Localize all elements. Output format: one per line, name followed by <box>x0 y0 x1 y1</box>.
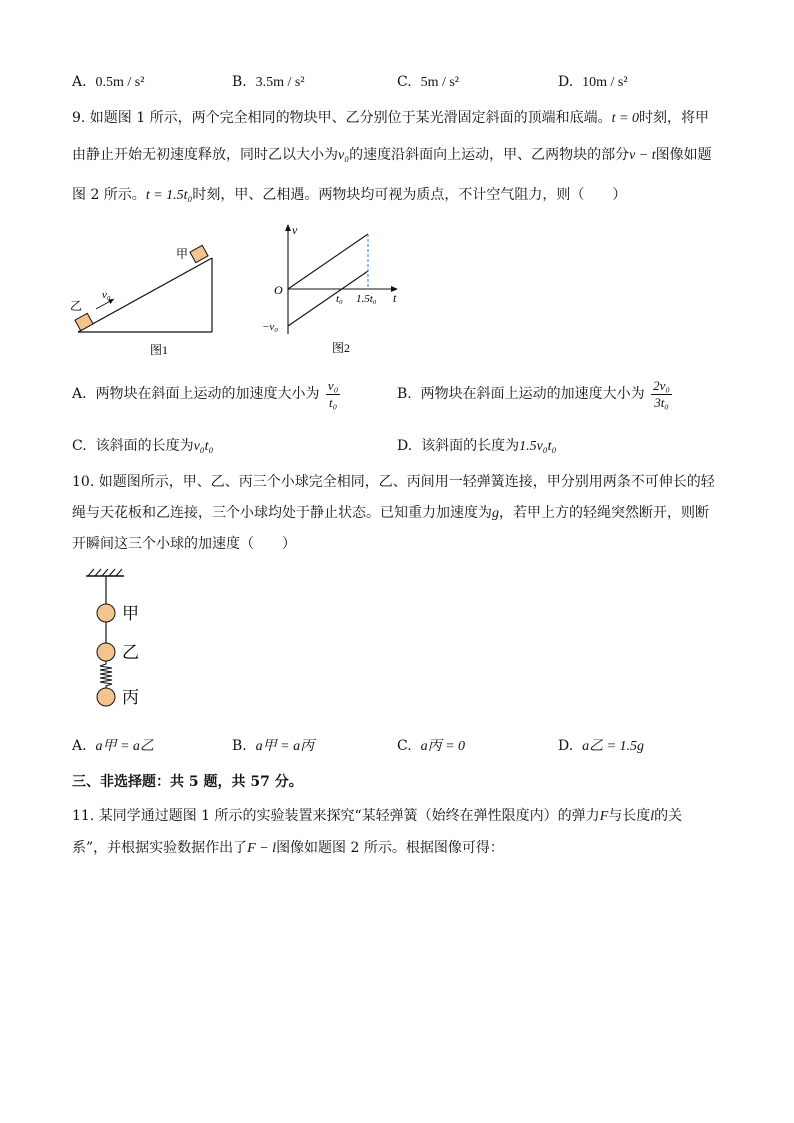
section-heading: 三、非选择题：共 5 题，共 57 分。 <box>72 774 303 790</box>
option-text: 该斜面的长度为 <box>95 438 194 454</box>
q8-option-d <box>558 72 628 93</box>
text: 时刻，将甲 <box>638 110 709 126</box>
option-text: 两物块在斜面上运动的加速度大小为 <box>420 386 645 402</box>
q11-line-1 <box>72 806 682 827</box>
math: v₀ <box>338 148 350 163</box>
q9-option-a <box>72 372 340 416</box>
caption-fig1: 图1 <box>150 343 169 357</box>
fraction <box>651 378 672 411</box>
text: 由静止开始无初速度释放，同时乙以大小为 <box>72 147 338 163</box>
math: a甲 = a乙 <box>95 739 154 754</box>
option-label: D. <box>558 74 574 90</box>
text: 时刻，甲、乙相遇。两物块均可视为质点，不计空气阻力，则（ ） <box>192 187 627 203</box>
option-label: C. <box>397 738 412 754</box>
math: F − l <box>247 841 277 856</box>
q8-option-c <box>397 72 459 93</box>
math: t = 1.5t₀ <box>145 188 193 203</box>
q8-option-b <box>232 72 305 93</box>
text: 的速度沿斜面向上运动，甲、乙两物块的部分 <box>349 147 630 163</box>
text: 10. 如题图所示，甲、乙、丙三个小球完全相同，乙、丙间用一轻弹簧连接，甲分别用两条不可伸长的轻 <box>72 474 715 490</box>
spring <box>100 661 112 688</box>
denominator: 3t₀ <box>654 394 669 410</box>
q9-line-1 <box>72 108 709 129</box>
label-yi: 乙 <box>70 299 83 313</box>
math: a丙 = 0 <box>420 739 466 754</box>
option-label: D. <box>397 438 413 454</box>
option-label: B. <box>232 738 247 754</box>
q9-option-d <box>397 436 556 457</box>
ball-bing <box>97 688 115 706</box>
label-bing: 丙 <box>122 688 139 707</box>
text: 绳与天花板和乙连接，三个小球均处于静止状态。已知重力加速度为 <box>72 505 492 521</box>
option-label: A. <box>72 386 87 402</box>
q11-line-2 <box>72 838 504 859</box>
q10-line-1 <box>72 472 715 492</box>
math: t = 0 <box>611 111 639 126</box>
math: v₀t₀ <box>193 439 214 454</box>
q10-option-d <box>558 736 644 757</box>
label-yi: 乙 <box>122 643 139 662</box>
q9-line-2 <box>72 145 712 166</box>
ball-yi <box>97 643 115 661</box>
fraction <box>326 378 340 411</box>
label-t: t <box>393 291 397 305</box>
text: ，若甲上方的轻绳突然断开，则断 <box>499 505 709 521</box>
caption-fig2: 图2 <box>332 341 351 355</box>
label-v0: v₀ <box>102 289 111 301</box>
option-value: 5m / s² <box>420 75 460 90</box>
q10-option-b <box>232 736 314 757</box>
text: 的关 <box>654 808 683 824</box>
q10-option-a <box>72 736 154 757</box>
math: F <box>599 809 609 824</box>
option-value: 10m / s² <box>582 75 628 90</box>
math: v − t <box>629 148 656 163</box>
label-t0: t₀ <box>336 293 343 305</box>
block-yi <box>75 313 93 330</box>
label-1p5t0: 1.5t₀ <box>356 293 377 305</box>
text: 9. 如题图 1 所示，两个完全相同的物块甲、乙分别位于某光滑固定斜面的顶端和底端。 <box>72 110 612 126</box>
block-jia <box>190 245 208 262</box>
numerator: v₀ <box>327 377 339 393</box>
option-text: 两物块在斜面上运动的加速度大小为 <box>95 386 320 402</box>
option-label: B. <box>232 74 247 90</box>
option-value: 3.5m / s² <box>255 75 305 90</box>
denominator: t₀ <box>329 394 338 410</box>
text: 系”，并根据实验数据作出了 <box>72 840 248 856</box>
q9-figure-2-vt-graph <box>256 220 416 360</box>
text: 11. 某同学通过题图 1 所示的实验装置来探究“某轻弹簧（始终在弹性限度内）的弹力 <box>72 808 600 824</box>
label-neg-v0: −v₀ <box>262 321 279 333</box>
ball-jia <box>97 604 115 622</box>
q10-line-3 <box>72 534 296 554</box>
text: 图 2 所示。 <box>72 187 146 203</box>
q10-line-2 <box>72 503 709 524</box>
text: 图像如题 <box>655 147 712 163</box>
option-label: B. <box>397 386 412 402</box>
q8-option-a <box>72 72 144 93</box>
text: 与长度 <box>608 808 651 824</box>
option-label: C. <box>397 74 412 90</box>
math: g <box>492 506 499 521</box>
q10-option-c <box>397 736 465 757</box>
option-label: C. <box>72 438 87 454</box>
label-jia: 甲 <box>176 247 189 261</box>
math: l <box>650 809 655 824</box>
math: a乙 = 1.5g <box>582 739 645 754</box>
option-value: 0.5m / s² <box>95 75 145 90</box>
q9-line-3 <box>72 185 626 206</box>
option-label: D. <box>558 738 574 754</box>
math: a甲 = a丙 <box>255 739 315 754</box>
option-label: A. <box>72 738 87 754</box>
text: 开瞬间这三个小球的加速度（ ） <box>72 536 296 552</box>
q9-option-b <box>397 372 672 416</box>
numerator: 2v₀ <box>653 377 670 393</box>
option-text: 该斜面的长度为 <box>421 438 520 454</box>
option-label: A. <box>72 74 87 90</box>
math: 1.5v₀t₀ <box>519 439 557 454</box>
label-O: O <box>274 283 283 297</box>
label-v: v <box>292 223 298 237</box>
q9-option-c <box>72 436 213 457</box>
text: 图像如题图 2 所示。根据图像可得： <box>276 840 504 856</box>
q9-figure-1-incline <box>64 236 224 360</box>
label-jia: 甲 <box>122 604 139 623</box>
q10-figure-hanging-balls <box>80 566 170 714</box>
